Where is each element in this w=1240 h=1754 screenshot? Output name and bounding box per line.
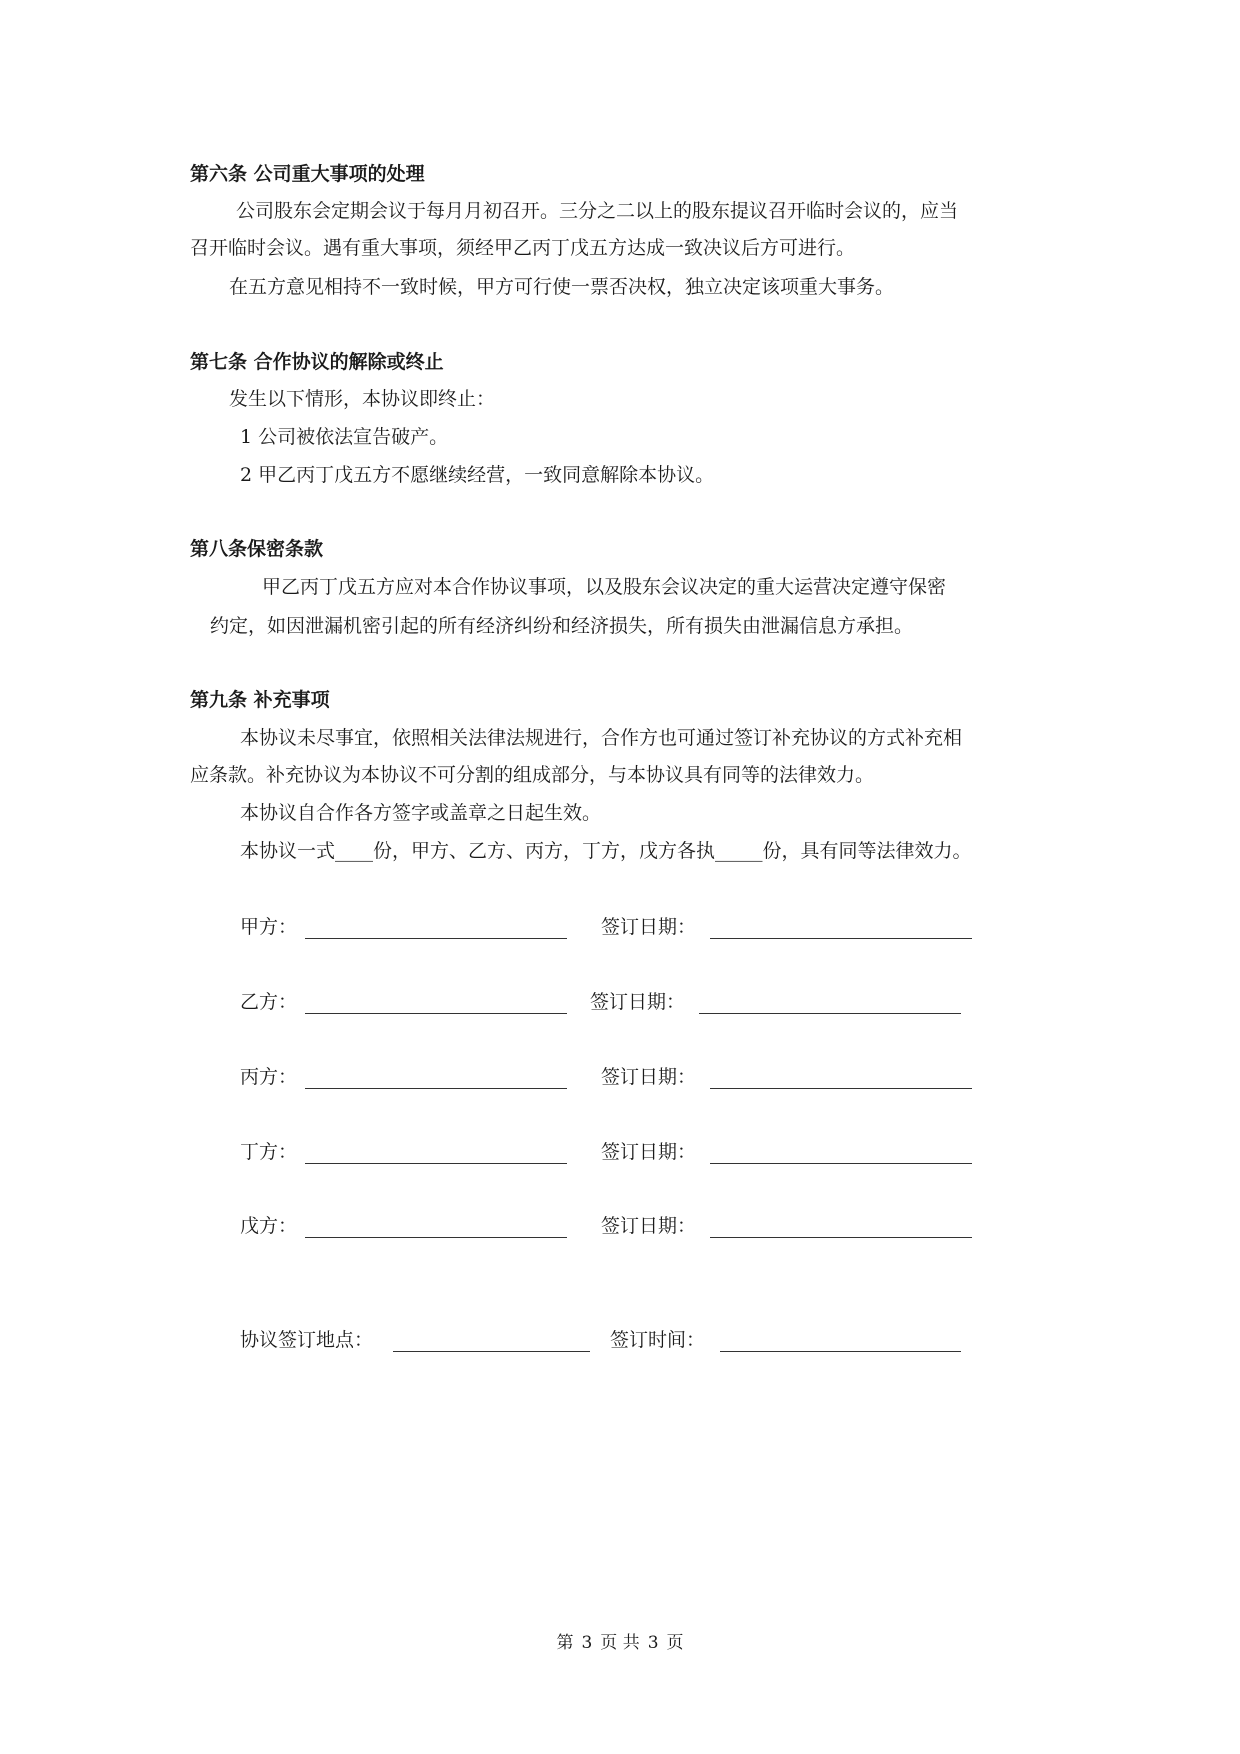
footer-page-number: 3	[581, 1633, 593, 1653]
article-8-line1: 甲乙丙丁戊五方应对本合作协议事项，以及股东会议决定的重大运营决定遵守保密	[262, 576, 947, 598]
party-b-signature-line[interactable]	[305, 1013, 567, 1014]
party-e-date-label: 签订日期：	[601, 1215, 697, 1237]
party-a-signature-line[interactable]	[305, 938, 567, 939]
article-8-line2: 约定，如因泄漏机密引起的所有经济纠纷和经济损失，所有损失由泄漏信息方承担。	[210, 615, 914, 637]
party-d-label: 丁方：	[240, 1141, 298, 1163]
party-d-date-label: 签订日期：	[601, 1141, 697, 1163]
party-e-label: 戊方：	[240, 1215, 298, 1237]
party-c-signature-line[interactable]	[305, 1088, 567, 1089]
article-6-para1-line1: 公司股东会定期会议于每月月初召开。三分之二以上的股东提议召开临时会议的，应当	[236, 200, 959, 222]
party-e-date-line[interactable]	[710, 1237, 972, 1238]
article-9-para2: 本协议自合作各方签字或盖章之日起生效。	[240, 802, 602, 824]
footer-suffix: 页	[666, 1633, 684, 1653]
party-b-date-line[interactable]	[699, 1013, 961, 1014]
footer-middle: 页 共	[600, 1633, 640, 1653]
article-7-item-2: 2 甲乙丙丁戊五方不愿继续经营，一致同意解除本协议。	[240, 464, 715, 486]
article-7-intro: 发生以下情形，本协议即终止：	[229, 388, 496, 410]
footer-prefix: 第	[556, 1633, 574, 1653]
party-d-date-line[interactable]	[710, 1163, 972, 1164]
article-8-title: 第八条保密条款	[190, 538, 324, 560]
article-6-para2: 在五方意见相持不一致时候，甲方可行使一票否决权，独立决定该项重大事务。	[229, 276, 895, 298]
party-a-date-label: 签订日期：	[601, 916, 697, 938]
article-6-title: 第六条 公司重大事项的处理	[190, 163, 425, 185]
footer-total-pages: 3	[647, 1633, 659, 1653]
article-9-title: 第九条 补充事项	[190, 689, 330, 711]
page-footer	[0, 1632, 1240, 1654]
article-9-para3: 本协议一式____份，甲方、乙方、丙方，丁方，戊方各执_____份，具有同等法律效力。	[240, 840, 972, 862]
signing-place-line[interactable]	[393, 1351, 590, 1352]
signing-time-line[interactable]	[720, 1351, 961, 1352]
party-c-date-line[interactable]	[710, 1088, 972, 1089]
party-c-label: 丙方：	[240, 1066, 298, 1088]
signing-time-label: 签订时间：	[610, 1329, 706, 1351]
article-7-title: 第七条 合作协议的解除或终止	[190, 351, 444, 373]
article-7-item-1: 1 公司被依法宣告破产。	[240, 426, 449, 448]
party-e-signature-line[interactable]	[305, 1237, 567, 1238]
party-b-label: 乙方：	[240, 991, 298, 1013]
signing-place-label: 协议签订地点：	[240, 1329, 374, 1351]
party-a-date-line[interactable]	[710, 938, 972, 939]
article-9-para1-line2: 应条款。补充协议为本协议不可分割的组成部分，与本协议具有同等的法律效力。	[190, 764, 875, 786]
party-d-signature-line[interactable]	[305, 1163, 567, 1164]
party-c-date-label: 签订日期：	[601, 1066, 697, 1088]
article-9-para1-line1: 本协议未尽事宜，依照相关法律法规进行，合作方也可通过签订补充协议的方式补充相	[240, 727, 963, 749]
party-b-date-label: 签订日期：	[590, 991, 686, 1013]
article-6-para1-line2: 召开临时会议。遇有重大事项，须经甲乙丙丁戊五方达成一致决议后方可进行。	[190, 237, 856, 259]
party-a-label: 甲方：	[240, 916, 298, 938]
